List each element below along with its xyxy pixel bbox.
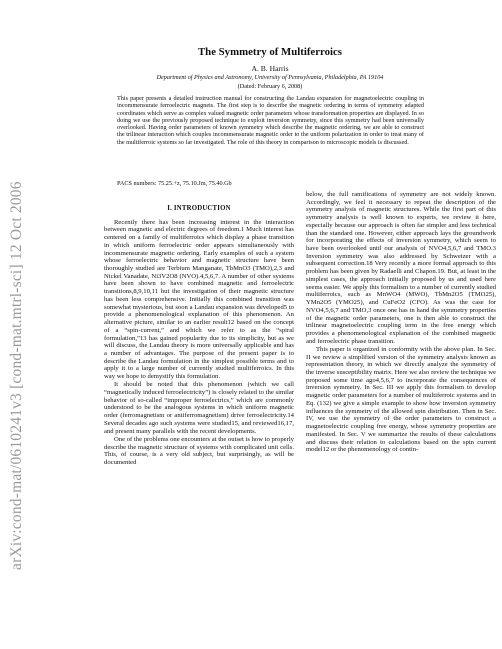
arxiv-identifier[interactable]: arXiv:cond-mat/0610241v3 [cond-mat.mtrl-sci] 12 Oct 2006 (8, 181, 25, 570)
paper-title: The Symmetry of Multiferroics (197, 46, 343, 58)
pacs-numbers: PACS numbers: 75.25.+z, 75.10.Jm, 75.40.Gb (117, 180, 232, 187)
intro-paragraph-2: It should be noted that this phenomenon (which we call “magnetically induced ferroelectricity”) is closely related to the similar behavior of so-called “improper ferroelectrics,” which are commonly understood to be the analogous systems in which uniform magnetic order (ferromagnetism or antiferromagnetism) drive ferroelectricity.14 Several decades ago such systems were studied15, and reviewed16,17, and present many parallels with the recent developments. (104, 381, 294, 435)
affiliation: Department of Physics and Astronomy, University of Pennsylvania, Philadelphia, PA 19104 (156, 74, 384, 81)
intro-paragraph-4: below, the full ramifications of symmetry are not widely known. Accordingly, we feel it necessary to repeat the description of the symmetry analysis of magnetic structures. While the first part of this symmetry analysis is well known to experts, we review it here, especially because our approach is often far simpler and less technical than the standard one. However, either approach lays the groundwork for incorporating the effects of inversion symmetry, which seem to have been overlooked until our analysis of NVO4,5,6,7 and TMO.3 Inversion symmetry was also addressed by Schweizer with a subsequent correction.18 Very recently a more formal approach to this problem has been given by Radaelli and Chapon.19. But, at least in the simplest cases, the approach initially proposed by us and used here seems easier. We apply this formalism to a number of currently studied multiferroics, such as MnWO4 (MWO), TbMn2O5 (TMO25), YMn2O5 (YMO25), and CuFeO2 (CFO). As was the case for NVO4,5,6,7 and TMO,3 once one has in hand the symmetry properties of the magnetic order parameters, one is then able to construct the trilinear magnetoelectric coupling term in the free energy which provides a phenomenological explanation of the combined magnetic and ferroelectric phase transition. (306, 191, 496, 345)
date-line: (Dated: February 6, 2008) (237, 83, 303, 90)
intro-paragraph-5: This paper is organized in conformity with the above plan. In Sec. II we review a simplified version of the symmetry analysis known as representation theory, in which we directly analyze the symmetry of the inverse susceptibility matrix. Here we also review the technique we proposed some time ago4,5,6,7 to incorporate the consequences of inversion symmetry. In Sec. III we apply this formalism to develop magnetic order parameters for a number of multiferroic systems and in Eq. (132) we give a simple example to show how inversion symmetry influences the symmetry of the allowed spin distribution. Then in Sec. IV, we use the symmetry of the order parameters to construct a magnetoelectric coupling free energy, whose symmetry properties are manifested. In Sec. V we summarize the results of these calculations and discuss their relation to calculations based on the spin current model12 or the phenomenology of contin- (306, 345, 496, 454)
section-heading-introduction: I. INTRODUCTION (167, 205, 231, 212)
intro-paragraph-3: One of the problems one encounters at the outset is how to properly describe the magnetic structure of systems with complicated unit cells. This, of course, is a very old subject, but surprisingly, as will be documented (104, 435, 294, 466)
abstract: This paper presents a detailed instruction manual for constructing the Landau expansion for magnetoelectric coupling in incommensurate ferroelectric magnets. The first step is to describe the magnetic ordering in terms of symmetry adapted coordinates which serve as complex valued magnetic order parameters whose transformation properties are displayed. In so doing we use the previously proposed technique to exploit inversion symmetry, since this symmetry had been universally overlooked. Having order parameters of known symmetry which describe the magnetic ordering, we are able to construct the trilinear interaction which couples incommensurate magnetic order to the uniform polarization in order to treat many of the multiferroic systems so far investigated. The role of this theory in comparison to microscopic models is discussed. (117, 95, 424, 146)
left-column (104, 205, 294, 467)
author-name: A. B. Harris (251, 64, 289, 73)
intro-paragraph-1: Recently there has been increasing interest in the interaction between magnetic and electric degrees of freedom.1 Much interest has centered on a family of multiferroics which display a phase transition in which uniform ferroelectric order appears simultaneously with incommensurate magnetic ordering. Early examples of such a system whose ferroelectric behavior and magnetic structure have been thoroughly studied are Terbium Manganate, TbMnO3 (TMO),2,3 and Nickel Vanadate, Ni3V2O8 (NVO).4,5,6,7. A number of other systems have been shown to have combined magnetic and ferroelectric transitions,8,9,10,11 but the investigation of their magnetic structure has been less comprehensive. Initially this combined transition was somewhat mysterious, but soon a Landau expansion was developed5 to provide a phenomenological explanation of this phenomenon. An alternative picture, similar to an earlier result12 based on the concept of a “spin-current,” and which we refer to as the “spiral formulation,”13 has gained popularity due to its simplicity, but as we will discuss, the Landau theory is more universally applicable and has a number of advantages. The purpose of the present paper is to describe the Landau formulation in the simplest possible terms and to apply it to a large number of currently studied multiferroics. In this way we hope to demystify this formulation. (104, 218, 294, 381)
right-column (306, 191, 496, 454)
